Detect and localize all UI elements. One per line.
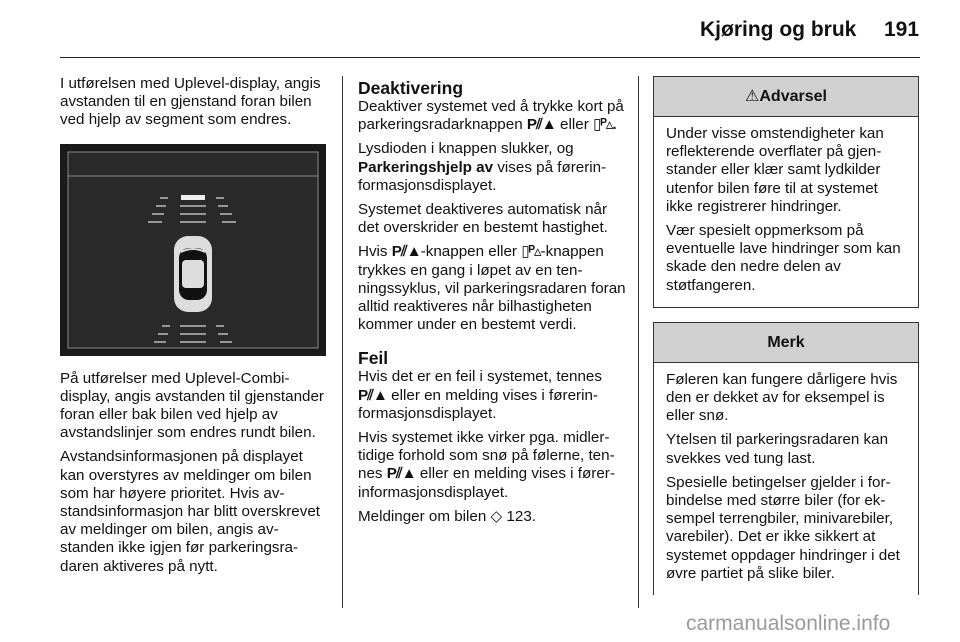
paragraph: Avstandsinformasjonen på displayet kan overstyres av meldinger om bilen som har høyere prioritet. Hvis avstandsinformasjon har blitt overskrevet av meldinger om bilen, angis avstanden ikke igjen før parkeringsradaren aktiveres på nytt. <box>60 448 320 575</box>
note-body <box>654 363 918 595</box>
display-message-label: Parkeringshjelp av <box>358 158 494 176</box>
paragraph: På utførelser med Uplevel-Combi-display, angis avstanden til gjenstander foran eller bak bilen ved hjelp av avstandslinjer som endres rundt bilen. <box>60 369 324 442</box>
column-divider-2 <box>638 76 639 608</box>
watermark: carmanualsonline.info <box>686 612 891 635</box>
parking-assist-icon: ▯ᴾ▵ <box>521 243 541 261</box>
page-section-title: Kjøring og bruk <box>700 18 857 41</box>
column-middle <box>358 78 626 532</box>
paragraph: Systemet deaktiveres automatisk når det overskrider en bestemt hastighet. <box>358 201 608 237</box>
parking-assist-icon: ▯ᴾ▵. <box>592 116 616 134</box>
parking-display-image <box>60 144 326 356</box>
column-right <box>653 76 919 609</box>
paragraph: I utførelsen med Uplevel-display, angis avstanden til en gjenstand foran bilen ved hjelp av segment som endres. <box>60 75 321 129</box>
note-title: Merk <box>654 323 918 363</box>
paragraph: Føleren kan fungere dårligere hvis den er dekket av for eksempel is eller snø. <box>666 370 898 425</box>
paragraph: Spesielle betingelser gjelder i forbindelse med større biler (for eksempel terrengbiler, minivarebiler, varebiler). Det er ikke sikkert at systemet oppdager hindringer i det øvre partiet på slike biler. <box>666 473 900 582</box>
parking-radar-button-icon: P⫽▲ <box>391 243 421 261</box>
parking-radar-button-icon: P⫽▲ <box>358 386 387 404</box>
text: Hvis <box>358 243 388 261</box>
text: Lysdioden i knappen slukker, og <box>358 140 574 158</box>
heading-fault: Feil <box>358 348 389 369</box>
paragraph <box>358 98 626 134</box>
text: Hvis det er en feil i systemet, tennes <box>358 368 602 386</box>
note-box <box>653 322 919 595</box>
paragraph: Ytelsen til parkeringsradaren kan svekkes ved tung last. <box>666 431 889 467</box>
parking-radar-button-icon: P⫽▲ <box>526 116 556 134</box>
cross-reference: Meldinger om bilen ◇ 123. <box>358 507 536 525</box>
paragraph: Under visse omstendigheter kan reflekterende overflater på gjenstander eller klær samt lydkilder utenfor bilen føre til at systemet ikke registrerer hindringer. <box>666 125 884 215</box>
paragraph <box>358 429 626 502</box>
page-number: 191 <box>884 18 920 41</box>
warning-body <box>654 117 918 307</box>
paragraph: Vær spesielt oppmerksom på eventuelle lave hindringer som kan skade den nedre delen av støtfangeren. <box>666 222 901 294</box>
car-icon <box>174 236 212 312</box>
paragraph <box>358 368 626 423</box>
text: -knappen trykkes en gang i løpet av en tenningssyklus, vil parkeringsradaren foran alltid reaktiveres når bilhastigheten kommer under en bestemt verdi. <box>358 243 626 334</box>
text: eller <box>560 116 589 134</box>
paragraph <box>358 243 626 334</box>
text: eller en melding vises i førerinformasjonsdisplayet. <box>358 465 615 501</box>
parking-radar-button-icon: P⫽▲ <box>386 465 416 483</box>
text: eller en melding vises i førerinformasjonsdisplayet. <box>358 386 598 422</box>
text: Hvis systemet ikke virker pga. midlertidige forhold som snø på følerne, tennes <box>358 429 615 483</box>
header-divider <box>60 57 920 58</box>
column-left <box>60 75 326 582</box>
paragraph <box>358 140 626 195</box>
text: vises på førerinformasjonsdisplayet. <box>358 158 607 194</box>
text: -knappen eller <box>420 243 517 261</box>
parking-display-illustration <box>60 144 326 356</box>
heading-deactivation: Deaktivering <box>358 78 464 98</box>
text: Deaktiver systemet ved å trykke kort på parkeringsradarknappen <box>358 98 624 134</box>
warning-box <box>653 76 919 308</box>
column-divider-1 <box>342 76 343 608</box>
warning-title: ⚠Advarsel <box>654 77 918 117</box>
